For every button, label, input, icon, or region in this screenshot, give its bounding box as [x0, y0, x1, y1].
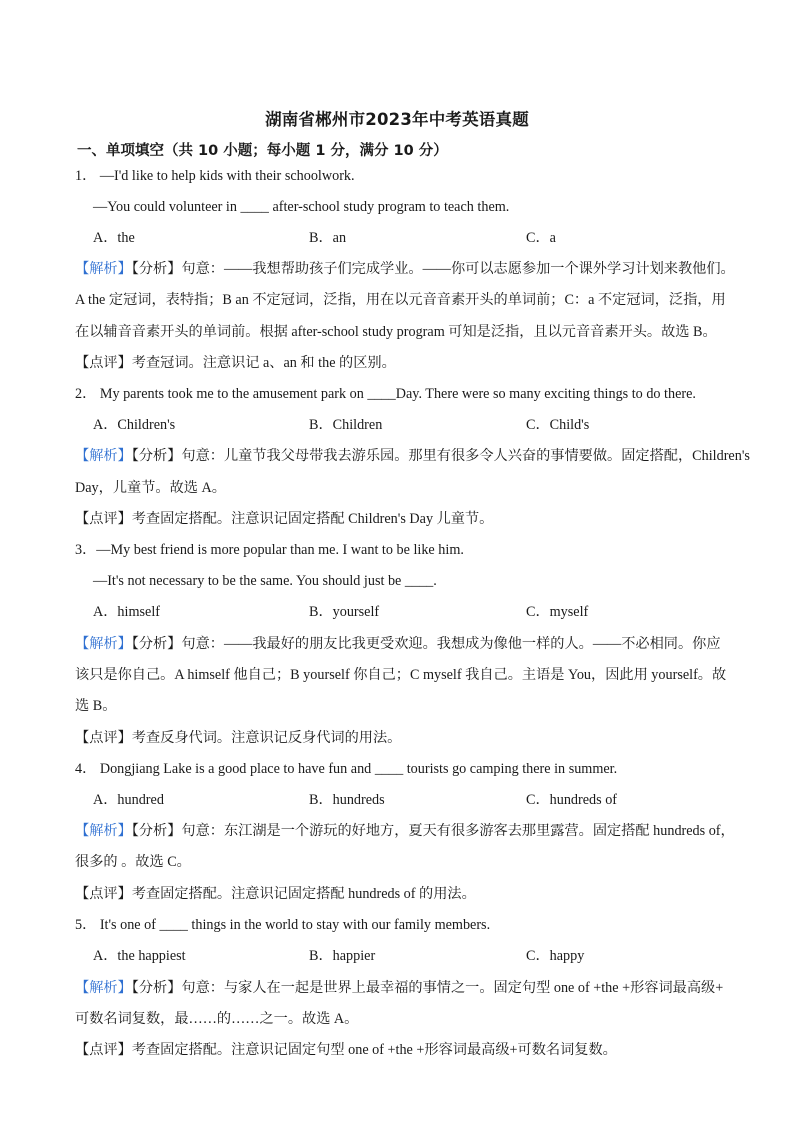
- question-5-analysis-2: 可数名词复数，最……的……之一。故选 A。: [75, 1011, 359, 1027]
- question-3-analysis-2: 该只是你自己。A himself 他自己；B yourself 你自己；C myself 我自己。主语是 You，因此用 yourself。故: [75, 667, 727, 683]
- analysis-subtag: 【分析】: [131, 448, 182, 464]
- question-3-option-c: C．myself: [526, 604, 589, 620]
- question-5-option-c: C．happy: [526, 948, 585, 964]
- question-2-option-b: B．Children: [309, 417, 383, 433]
- question-4-option-a: A．hundred: [93, 792, 164, 808]
- question-5-analysis-1: [75, 978, 723, 998]
- question-3-stem-2: —It's not necessary to be the same. You should just be ____.: [93, 573, 437, 589]
- question-1-stem-2: —You could volunteer in ____ after-school study program to teach them.: [93, 199, 510, 215]
- question-2-analysis-1: [75, 446, 750, 466]
- analysis-text: 句意：——我最好的朋友比我更受欢迎。我想成为像他一样的人。——不必相同。你应: [181, 636, 721, 652]
- question-4-option-c: C．hundreds of: [526, 792, 618, 808]
- question-1-stem: 1． —I'd like to help kids with their schoolwork.: [75, 168, 355, 184]
- question-5-option-b: B．happier: [309, 948, 376, 964]
- question-5-option-a: A．the happiest: [93, 948, 186, 964]
- page-title: 湖南省郴州市2023年中考英语真题: [265, 110, 529, 129]
- question-3-option-b: B．yourself: [309, 604, 380, 620]
- section-heading: 一、单项填空（共 10 小题；每小题 1 分，满分 10 分）: [77, 143, 448, 159]
- analysis-tag: 【解析】: [75, 448, 132, 464]
- analysis-tag: 【解析】: [75, 823, 132, 839]
- question-1-analysis-2: A the 定冠词，表特指；B an 不定冠词，泛指，用在以元音音素开头的单词前；C：a 不定冠词，泛指，用: [75, 292, 726, 308]
- analysis-subtag: 【分析】: [131, 980, 182, 996]
- comment-text: 考查反身代词。注意识记反身代词的用法。: [131, 730, 402, 746]
- question-4-analysis-1: [75, 821, 735, 841]
- question-2-comment: [75, 509, 493, 529]
- question-3-analysis-3: 选 B。: [75, 698, 117, 714]
- question-4-stem: 4． Dongjiang Lake is a good place to have fun and ____ tourists go camping there in summer.: [75, 761, 618, 777]
- analysis-text: 句意：儿童节我父母带我去游乐园。那里有很多令人兴奋的事情要做。固定搭配，Children's: [181, 448, 750, 464]
- analysis-subtag: 【分析】: [131, 261, 182, 277]
- comment-tag: 【点评】: [75, 355, 132, 371]
- analysis-text: 句意：——我想帮助孩子们完成学业。——你可以志愿参加一个课外学习计划来教他们。: [181, 261, 735, 277]
- question-1-comment: [75, 353, 396, 373]
- question-3-option-a: A．himself: [93, 604, 160, 620]
- question-2-option-a: A．Children's: [93, 417, 176, 433]
- question-2-stem: 2． My parents took me to the amusement park on ____Day. There were so many exciting things to do there.: [75, 386, 696, 402]
- comment-tag: 【点评】: [75, 1042, 132, 1058]
- question-4-option-b: B．hundreds: [309, 792, 385, 808]
- question-3-analysis-1: [75, 634, 721, 654]
- question-4-analysis-2: 很多的 。故选 C。: [75, 854, 191, 870]
- comment-tag: 【点评】: [75, 886, 132, 902]
- question-3-comment: [75, 728, 401, 748]
- question-1-option-a: A．the: [93, 230, 135, 246]
- question-3-stem: 3．—My best friend is more popular than me. I want to be like him.: [75, 542, 464, 558]
- analysis-text: 句意：东江湖是一个游玩的好地方，夏天有很多游客去那里露营。固定搭配 hundreds of，: [181, 823, 735, 839]
- analysis-subtag: 【分析】: [131, 823, 182, 839]
- question-1-analysis-1: [75, 259, 735, 279]
- comment-tag: 【点评】: [75, 730, 132, 746]
- analysis-tag: 【解析】: [75, 261, 132, 277]
- analysis-subtag: 【分析】: [131, 636, 182, 652]
- comment-text: 考查固定搭配。注意识记固定句型 one of +the +形容词最高级+可数名词复数。: [131, 1042, 617, 1058]
- question-1-analysis-3: 在以辅音音素开头的单词前。根据 after-school study program 可知是泛指，且以元音音素开头。故选 B。: [75, 324, 717, 340]
- comment-text: 考查冠词。注意识记 a、an 和 the 的区别。: [131, 355, 396, 371]
- comment-text: 考查固定搭配。注意识记固定搭配 Children's Day 儿童节。: [131, 511, 494, 527]
- question-5-stem: 5． It's one of ____ things in the world to stay with our family members.: [75, 917, 491, 933]
- question-2-option-c: C．Child's: [526, 417, 590, 433]
- question-1-option-b: B．an: [309, 230, 347, 246]
- comment-tag: 【点评】: [75, 511, 132, 527]
- analysis-tag: 【解析】: [75, 636, 132, 652]
- question-2-analysis-2: Day，儿童节。故选 A。: [75, 480, 226, 496]
- comment-text: 考查固定搭配。注意识记固定搭配 hundreds of 的用法。: [131, 886, 476, 902]
- analysis-text: 句意：与家人在一起是世界上最幸福的事情之一。固定句型 one of +the +形容词最高级+: [181, 980, 724, 996]
- analysis-tag: 【解析】: [75, 980, 132, 996]
- question-1-option-c: C．a: [526, 230, 556, 246]
- question-4-comment: [75, 884, 476, 904]
- question-5-comment: [75, 1040, 617, 1060]
